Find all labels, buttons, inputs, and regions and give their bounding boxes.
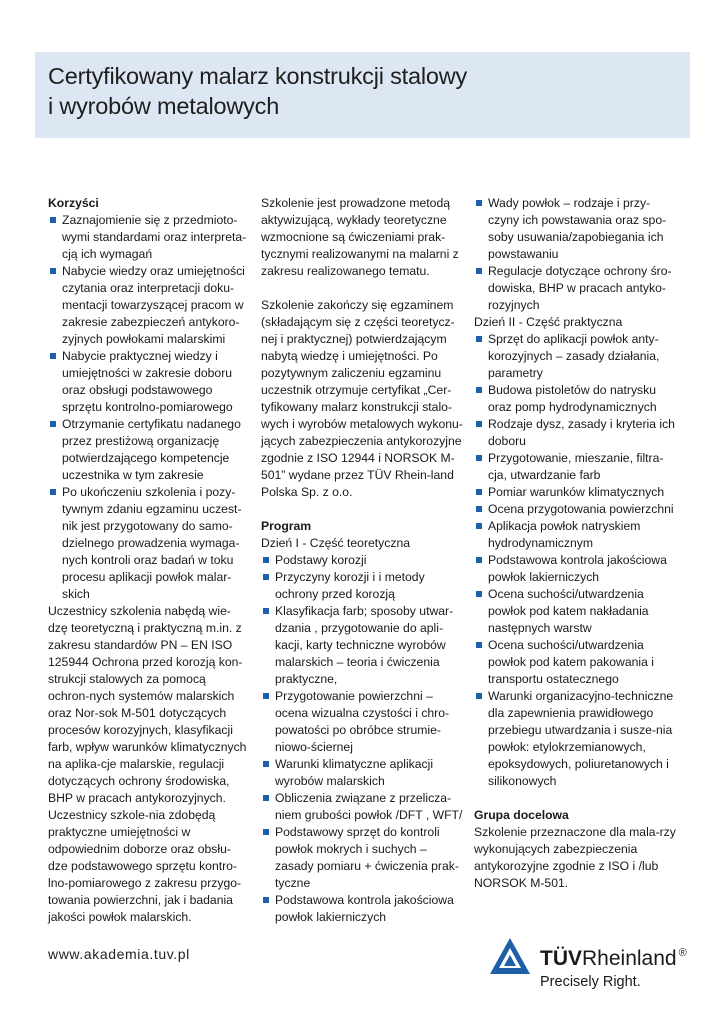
- list-item: Otrzymanie certyfikatu nadanego przez prestiżową organizację potwierdzającego kompetencje uczestnika w tym zakresie: [48, 416, 248, 484]
- method-paragraph: Szkolenie jest prowadzone metodą aktywizującą, wykłady teoretyczne wzmocnione są ćwiczeniami prak-tycznymi realizowanymi na malarni z zakresu realizowanego tematu.: [261, 196, 459, 278]
- benefits-list: [48, 212, 248, 603]
- list-item: Ocena suchości/utwardzenia powłok pod katem pakowania i transportu ostatecznego: [474, 637, 679, 688]
- tuv-triangle-logo-icon: [488, 936, 532, 976]
- list-item: Klasyfikacja farb; sposoby utwar-dzania , przygotowanie do apli-kacji, karty techniczne wyrobów malarskich – teoria i ćwiczenia praktyczne,: [261, 603, 466, 688]
- list-item: Po ukończeniu szkolenia i pozy-tywnym zdaniu egzaminu uczest-nik jest przygotowany do samo-dzielnego prowadzenia wymaga-nych kontroli oraz badań w toku procesu aplikacji powłok malar-skich: [48, 484, 248, 603]
- bullet-square-icon: [476, 455, 482, 461]
- title-banner: [35, 52, 690, 138]
- page-title-line-1: Certyfikowany malarz konstrukcji stalowy: [48, 63, 468, 89]
- list-item: Pomiar warunków klimatycznych: [474, 484, 679, 501]
- bullet-square-icon: [476, 642, 482, 648]
- bullet-square-icon: [50, 421, 56, 427]
- list-item: Aplikacja powłok natryskiem hydrodynamicznym: [474, 518, 679, 552]
- program-heading: Program: [261, 519, 312, 533]
- bullet-square-icon: [476, 557, 482, 563]
- bullet-square-icon: [263, 897, 269, 903]
- day1-list-continued: [474, 195, 679, 314]
- day1-list: [261, 552, 466, 926]
- website-link[interactable]: www.akademia.tuv.pl: [48, 946, 190, 962]
- logo-wordmark: TÜVRheinland ®: [540, 947, 687, 970]
- bullet-square-icon: [263, 608, 269, 614]
- list-item: Wady powłok – rodzaje i przy-czyny ich powstawania oraz spo-soby usuwania/zapobiegania ich powstawaniu: [474, 195, 679, 263]
- list-item: Przygotowanie, mieszanie, filtra-cja, utwardzanie farb: [474, 450, 679, 484]
- bullet-square-icon: [263, 557, 269, 563]
- list-item: Podstawowa kontrola jakościowa powłok lakierniczych: [261, 892, 466, 926]
- list-item: Obliczenia związane z przelicza-niem grubości powłok /DFT , WFT/: [261, 790, 466, 824]
- list-item: Ocena suchości/utwardzenia powłok pod katem nakładania następnych warstw: [474, 586, 679, 637]
- target-group-text: Szkolenie przeznaczone dla mala-rzy wykonujących zabezpieczenia antykorozyjne zgodnie z ISO i /lub NORSOK M-501.: [474, 825, 676, 890]
- column-method-program: [261, 195, 466, 926]
- bullet-square-icon: [476, 336, 482, 342]
- bullet-square-icon: [476, 523, 482, 529]
- list-item: Podstawowa kontrola jakościowa powłok lakierniczych: [474, 552, 679, 586]
- target-group-heading: Grupa docelowa: [474, 808, 569, 822]
- list-item: Podstawowy sprzęt do kontroli powłok mokrych i suchych – zasady pomiaru + ćwiczenia prak-tyczne: [261, 824, 466, 892]
- bullet-square-icon: [263, 829, 269, 835]
- list-item: Warunki organizacyjno-techniczne dla zapewnienia prawidłowego przebiegu utwardzania i susze-nia powłok: etylokrzemianowych, epoksydowych, poliuretanowych i silikonowych: [474, 688, 679, 790]
- bullet-square-icon: [476, 591, 482, 597]
- day2-label: Dzień II - Część praktyczna: [474, 315, 623, 329]
- bullet-square-icon: [263, 693, 269, 699]
- bullet-square-icon: [476, 489, 482, 495]
- bullet-square-icon: [476, 268, 482, 274]
- logo-slogan: Precisely Right.: [540, 974, 641, 990]
- bullet-square-icon: [50, 353, 56, 359]
- column-benefits: [48, 195, 248, 926]
- list-item: Przyczyny korozji i i metody ochrony przed korozją: [261, 569, 466, 603]
- list-item: Zaznajomienie się z przedmioto-wymi standardami oraz interpreta-cją ich wymagań: [48, 212, 248, 263]
- list-item: Rodzaje dysz, zasady i kryteria ich doboru: [474, 416, 679, 450]
- list-item: Ocena przygotowania powierzchni: [474, 501, 679, 518]
- column-program-target: [474, 195, 679, 892]
- exam-paragraph: Szkolenie zakończy się egzaminem (składającym się z części teoretycz-nej i praktycznej) potwierdzającym nabytą wiedzę i umiejętności. Po pozytywnym zaliczeniu egzaminu uczestnik otrzymuje certyfikat „Cer-tyfikowany malarz konstrukcji stalo-wych i wyrobów metalowych wykonu-jących zabezpieczenia antykorozyjne zgodnie z ISO 12944 i NORSOK M-501” wydane przez TÜV Rhein-land Polska Sp. z o.o.: [261, 298, 463, 499]
- list-item: Przygotowanie powierzchni – ocena wizualna czystości i chro-powatości po obróbce strumie-niowo-ściernej: [261, 688, 466, 756]
- tuv-rheinland-logo: [488, 936, 698, 996]
- benefits-paragraph: Uczestnicy szkolenia nabędą wie-dzę teoretyczną i praktyczną m.in. z zakresu standardów PN – EN ISO 125944 Ochrona przed korozją kon-strukcji stalowych za pomocą ochron-nych systemów malarskich oraz Nor-sok M-501 dotyczących procesów korozyjnych, klasyfikacji farb, wpływ warunków klimatycznych na aplika-cje malarskie, regulacji dotyczących ochrony środowiska, BHP w pracach antykorozyjnych. Uczestnicy szkole-nia zdobędą praktyczne umiejętności w odpowiednim doborze oraz obsłu-dze podstawowego sprzętu kontro-lno-pomiarowego z zakresu przygo-towania powierzchni, jak i badania jakości powłok malarskich.: [48, 604, 247, 924]
- bullet-square-icon: [263, 574, 269, 580]
- page-title-line-2: i wyrobów metalowych: [48, 93, 280, 119]
- bullet-square-icon: [476, 421, 482, 427]
- list-item: Nabycie wiedzy oraz umiejętności czytania oraz interpretacji doku-mentacji towarzyszącej pracom w zakresie zabezpieczeń antykoro-zyjnych powłokami malarskimi: [48, 263, 248, 348]
- day1-label: Dzień I - Część teoretyczna: [261, 536, 411, 550]
- bullet-square-icon: [50, 217, 56, 223]
- bullet-square-icon: [263, 795, 269, 801]
- bullet-square-icon: [476, 506, 482, 512]
- benefits-heading: Korzyści: [48, 196, 99, 210]
- bullet-square-icon: [50, 489, 56, 495]
- list-item: Sprzęt do aplikacji powłok anty-korozyjnych – zasady działania, parametry: [474, 331, 679, 382]
- bullet-square-icon: [476, 387, 482, 393]
- list-item: Warunki klimatyczne aplikacji wyrobów malarskich: [261, 756, 466, 790]
- list-item: Budowa pistoletów do natrysku oraz pomp hydrodynamicznych: [474, 382, 679, 416]
- list-item: Regulacje dotyczące ochrony śro-dowiska, BHP w pracach antyko-rozyjnych: [474, 263, 679, 314]
- day2-list: [474, 331, 679, 790]
- list-item: Podstawy korozji: [261, 552, 466, 569]
- list-item: Nabycie praktycznej wiedzy i umiejętności w zakresie doboru oraz obsługi podstawowego sprzętu kontrolno-pomiarowego: [48, 348, 248, 416]
- bullet-square-icon: [263, 761, 269, 767]
- bullet-square-icon: [50, 268, 56, 274]
- bullet-square-icon: [476, 200, 482, 206]
- bullet-square-icon: [476, 693, 482, 699]
